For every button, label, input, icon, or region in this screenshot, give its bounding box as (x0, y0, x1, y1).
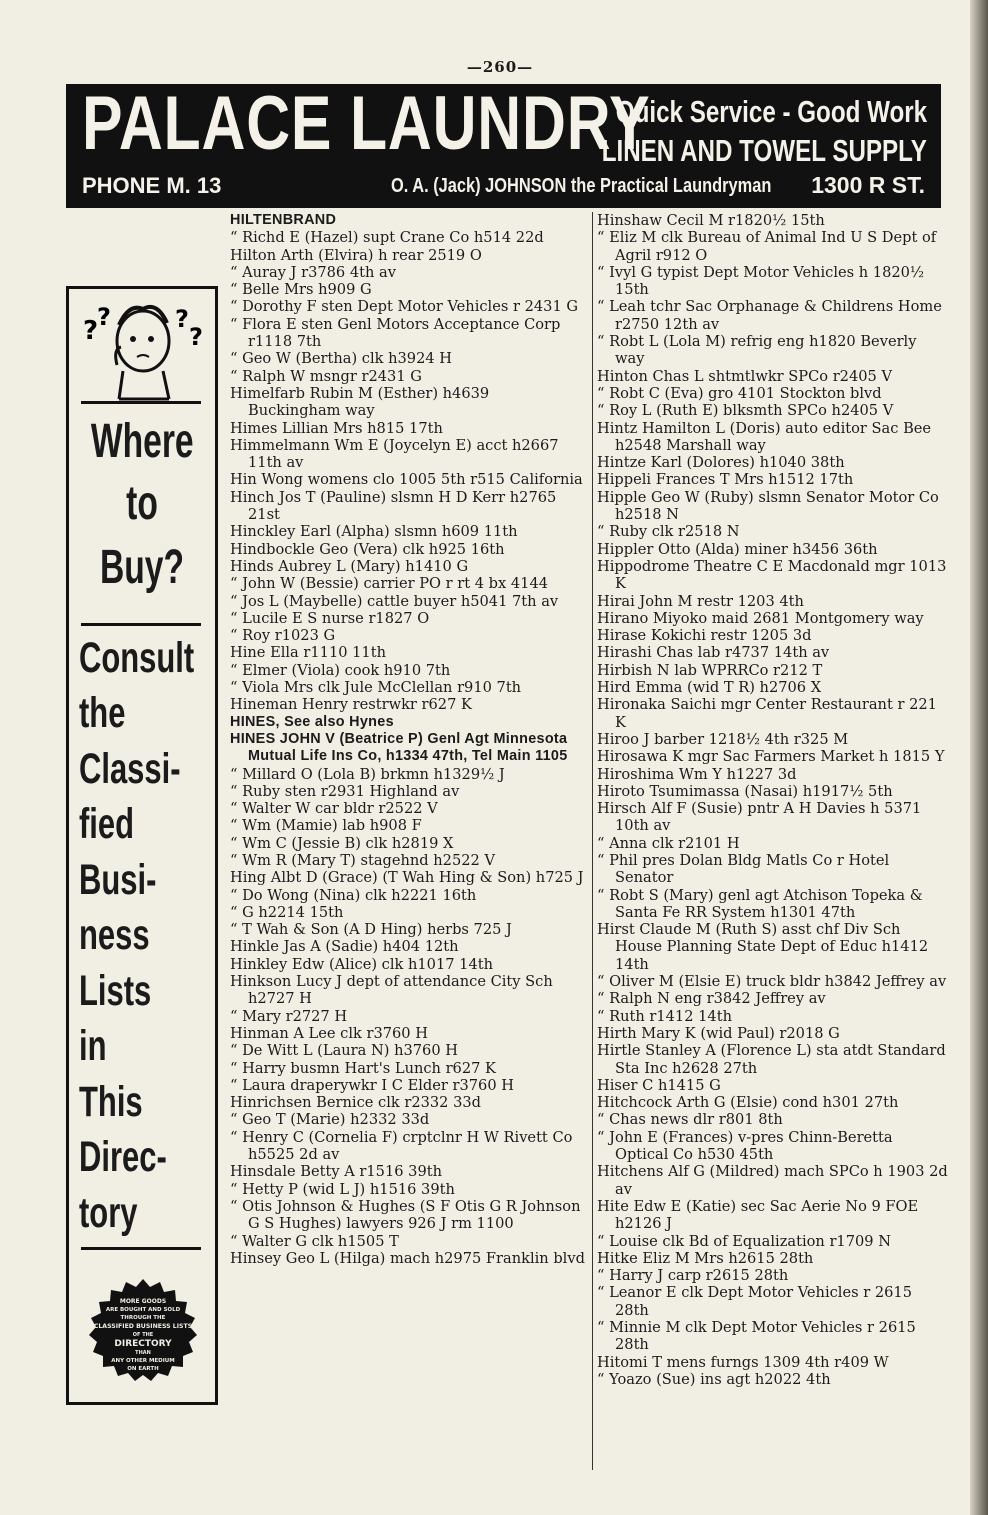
directory-entry: Hilton Arth (Elvira) h rear 2519 O (230, 246, 482, 264)
directory-entry: Hiroshima Wm Y h1227 3d (597, 765, 797, 783)
directory-entry: “ Viola Mrs clk Jule McClellan r910 7th (230, 679, 522, 697)
directory-entry: “ Robt C (Eva) gro 4101 Stockton blvd (597, 384, 882, 402)
directory-entry: Hinkley Edw (Alice) clk h1017 14th (230, 955, 493, 973)
directory-entry: Hineman Henry restrwkr r627 K (230, 696, 472, 714)
directory-entry: “ John E (Frances) v-pres Chinn-Beretta Optical Co h530 45th (597, 1128, 893, 1164)
laundry-advertisement-banner (66, 81, 941, 208)
directory-column-left (230, 212, 586, 1267)
directory-entry: HINES, See also Hynes (230, 713, 394, 730)
banner-address: 1300 R ST. (811, 172, 925, 198)
directory-entry: Hirashi Chas lab r4737 14th av (597, 644, 830, 662)
directory-entry: Hinckley Earl (Alpha) slsmn h609 11th (230, 523, 518, 541)
badge-text: DIRECTORY (114, 1339, 172, 1349)
directory-entry: Hinkle Jas A (Sadie) h404 12th (230, 938, 459, 956)
directory-entry: “ Harry busmn Hart's Lunch r627 K (230, 1059, 496, 1077)
directory-entry: “ Laura draperywkr I C Elder r3760 H (230, 1076, 514, 1094)
directory-entry: “ Leah tchr Sac Orphanage & Childrens Home r2750 12th av (597, 298, 942, 333)
directory-entry: Hinshaw Cecil M r1820½ 15th (597, 212, 825, 229)
badge-text: ARE BOUGHT AND SOLD (105, 1307, 181, 1313)
svg-text:?: ? (83, 316, 99, 346)
sidebar-line: Busi- (79, 856, 157, 904)
directory-entry: Hitchens Alf G (Mildred) mach SPCo h 1903 2d av (597, 1163, 948, 1198)
directory-entry: “ Wm (Mamie) lab h908 F (230, 817, 422, 835)
directory-entry: “ Ruth r1412 14th (597, 1007, 732, 1025)
directory-entry: Hinsey Geo L (Hilga) mach h2975 Franklin blvd (230, 1249, 585, 1267)
directory-entry: Hin Wong womens clo 1005 5th r515 California (230, 471, 583, 489)
directory-entry: “ Elmer (Viola) cook h910 7th (230, 661, 451, 679)
directory-entry: “ Ralph N eng r3842 Jeffrey av (597, 990, 826, 1008)
directory-entry: “ Ruby sten r2931 Highland av (230, 782, 460, 800)
directory-seal-badge (87, 1277, 199, 1389)
directory-entry: “ Richd E (Hazel) supt Crane Co h514 22d (230, 229, 544, 247)
directory-entry: Hirth Mary K (wid Paul) r2018 G (597, 1024, 840, 1042)
directory-entry: Hirano Miyoko maid 2681 Montgomery way (597, 609, 924, 627)
directory-entry: “ Roy r1023 G (230, 627, 336, 645)
directory-entry: Hine Ella r1110 11th (230, 644, 386, 662)
directory-entry: Hirbish N lab WPRRCo r212 T (597, 661, 823, 679)
book-spine-shadow (970, 0, 988, 1515)
sidebar-line: fied (79, 800, 135, 848)
puzzled-boy-icon (79, 295, 207, 405)
directory-entry: “ Lucile E S nurse r1827 O (230, 609, 430, 627)
directory-entry: “ T Wah & Son (A D Hing) herbs 725 J (230, 921, 512, 939)
directory-entry: Hiser C h1415 G (597, 1076, 721, 1094)
directory-entry: HILTENBRAND (230, 212, 337, 228)
directory-entry: Hitchcock Arth G (Elsie) cond h301 27th (597, 1094, 899, 1112)
svg-text:?: ? (189, 323, 203, 351)
directory-entry: Hirtle Stanley A (Florence L) sta atdt Standard Sta Inc h2628 27th (597, 1042, 946, 1077)
directory-entry: Hippler Otto (Alda) miner h3456 36th (597, 540, 878, 558)
directory-entry: Hinton Chas L shtmtlwkr SPCo r2405 V (597, 367, 892, 385)
directory-entry: Hirai John M restr 1203 4th (597, 592, 804, 610)
directory-entry: Himmelmann Wm E (Joycelyn E) acct h2667 11th av (230, 436, 559, 472)
sidebar-line: Classi- (79, 745, 181, 793)
sidebar-line: Lists (79, 967, 152, 1015)
badge-text: CLASSIFIED BUSINESS LISTS (93, 1323, 193, 1330)
directory-entry: “ Dorothy F sten Dept Motor Vehicles r 2431 G (230, 298, 579, 316)
sidebar-rule-bottom (81, 1247, 201, 1250)
directory-entry: Hinsdale Betty A r1516 39th (230, 1163, 443, 1181)
banner-phone: PHONE M. 13 (82, 173, 222, 198)
directory-entry: Hinrichsen Bernice clk r2332 33d (230, 1094, 482, 1112)
sidebar-line: tory (79, 1189, 138, 1237)
directory-entry: “ Anna clk r2101 H (597, 834, 740, 852)
page-number: —260— (466, 58, 534, 76)
directory-entry: “ Jos L (Maybelle) cattle buyer h5041 7th av (230, 592, 559, 610)
directory-entry: Hing Albt D (Grace) (T Wah Hing & Son) h725 J (230, 869, 584, 887)
sidebar-line: the (79, 689, 126, 737)
directory-entry: Himes Lillian Mrs h815 17th (230, 419, 443, 437)
banner-proprietor: O. A. (Jack) JOHNSON the Practical Laundryman (391, 175, 772, 197)
sidebar-line: ness (79, 911, 150, 959)
directory-entry: “ John W (Bessie) carrier PO r rt 4 bx 4144 (230, 575, 549, 593)
sidebar-line: This (79, 1078, 143, 1126)
directory-entry: “ Oliver M (Elsie E) truck bldr h3842 Jeffrey av (597, 973, 947, 991)
directory-entry: Hippodrome Theatre C E Macdonald mgr 1013 K (597, 557, 947, 593)
directory-entry: Hitke Eliz M Mrs h2615 28th (597, 1249, 814, 1267)
directory-entry: “ Wm R (Mary T) stagehnd h2522 V (230, 851, 495, 869)
directory-entry: “ Flora E sten Genl Motors Acceptance Corp r1118 7th (230, 315, 561, 351)
directory-entry: “ Auray J r3786 4th av (230, 263, 396, 281)
badge-text: MORE GOODS (119, 1298, 167, 1305)
directory-entry: Hintz Hamilton L (Doris) auto editor Sac Bee h2548 Marshall way (597, 419, 932, 454)
sidebar-line: in (79, 1022, 107, 1070)
directory-entry: “ Ruby clk r2518 N (597, 523, 740, 541)
directory-entry: “ Mary r2727 H (230, 1007, 348, 1025)
directory-entry: Hinds Aubrey L (Mary) h1410 G (230, 557, 469, 575)
directory-entry: Hippeli Frances T Mrs h1512 17th (597, 471, 854, 489)
directory-entry: “ Millard O (Lola B) brkmn h1329½ J (230, 765, 505, 783)
directory-entry: “ Henry C (Cornelia F) crptclnr H W Rivett Co h5525 2d av (230, 1128, 573, 1164)
directory-entry: “ Louise clk Bd of Equalization r1709 N (597, 1232, 891, 1250)
svg-text:?: ? (97, 303, 111, 331)
directory-entry: Hite Edw E (Katie) sec Sac Aerie No 9 FOE h2126 J (597, 1197, 919, 1233)
directory-entry: Hinch Jos T (Pauline) slsmn H D Kerr h2765 21st (230, 488, 557, 524)
directory-entry: HINES JOHN V (Beatrice P) Genl Agt Minnesota Mutual Life Ins Co, h1334 47th, Tel Main 1105 (230, 730, 568, 765)
directory-entry: “ Wm C (Jessie B) clk h2819 X (230, 834, 454, 852)
sidebar-where: Where (90, 415, 194, 468)
column-divider (592, 212, 593, 1470)
directory-entry: Hipple Geo W (Ruby) slsmn Senator Motor Co h2518 N (597, 488, 939, 524)
sidebar-line: Direc- (79, 1133, 167, 1181)
banner-tagline-2: LINEN AND TOWEL SUPPLY (601, 133, 927, 168)
directory-entry: Hird Emma (wid T R) h2706 X (597, 679, 822, 697)
directory-entry: “ Hetty P (wid L J) h1516 39th (230, 1180, 455, 1198)
sidebar-buy: Buy? (100, 541, 184, 594)
directory-entry: “ De Witt L (Laura N) h3760 H (230, 1042, 458, 1060)
directory-entry: Hironaka Saichi mgr Center Restaurant r 221 K (597, 696, 937, 731)
directory-entry: Hinkson Lucy J dept of attendance City Sch h2727 H (230, 973, 553, 1008)
directory-entry: Hindbockle Geo (Vera) clk h925 16th (230, 540, 505, 558)
directory-entry: “ Belle Mrs h909 G (230, 281, 372, 299)
directory-entry: Hitomi T mens furngs 1309 4th r409 W (597, 1353, 889, 1371)
directory-entry: “ Robt S (Mary) genl agt Atchison Topeka & Santa Fe RR System h1301 47th (597, 886, 923, 921)
directory-entry: “ Walter W car bldr r2522 V (230, 800, 438, 818)
directory-entry: “ Ralph W msngr r2431 G (230, 367, 422, 385)
badge-text: ANY OTHER MEDIUM (111, 1358, 175, 1364)
directory-entry: “ G h2214 15th (230, 903, 344, 921)
directory-entry: “ Phil pres Dolan Bldg Matls Co r Hotel Senator (597, 851, 890, 887)
directory-entry: “ Minnie M clk Dept Motor Vehicles r 2615 28th (597, 1319, 916, 1354)
badge-text: THAN (135, 1350, 151, 1356)
directory-entry: “ Eliz M clk Bureau of Animal Ind U S Dept of Agril r912 O (597, 229, 937, 264)
sidebar-rule-middle (81, 623, 201, 626)
directory-entry: “ Robt L (Lola M) refrig eng h1820 Beverly way (597, 333, 917, 368)
directory-entry: “ Harry J carp r2615 28th (597, 1267, 789, 1285)
badge-text: OF THE (132, 1332, 154, 1338)
banner-title: PALACE LAUNDRY (82, 81, 651, 166)
directory-entry: Hiroo J barber 1218½ 4th r325 M (597, 730, 849, 748)
sidebar-line: Consult (79, 634, 195, 682)
where-to-buy-sidebar-ad (66, 286, 218, 1405)
directory-entry: Hiroto Tsumimassa (Nasai) h1917½ 5th (597, 782, 893, 800)
directory-entry: Hinman A Lee clk r3760 H (230, 1024, 428, 1042)
directory-entry: Hirst Claude M (Ruth S) asst chf Div Sch House Planning State Dept of Educ h1412 14th (597, 921, 929, 973)
directory-entry: “ Ivyl G typist Dept Motor Vehicles h 1820½ 15th (597, 263, 925, 299)
directory-entry: “ Roy L (Ruth E) blksmth SPCo h2405 V (597, 402, 894, 420)
directory-entry: Hirsch Alf F (Susie) pntr A H Davies h 5371 10th av (597, 800, 922, 835)
directory-entry: “ Chas news dlr r801 8th (597, 1111, 783, 1129)
directory-entry: “ Leanor E clk Dept Motor Vehicles r 2615 28th (597, 1284, 912, 1319)
banner-tagline-1: Quick Service - Good Work (615, 94, 927, 129)
directory-entry: “ Geo T (Marie) h2332 33d (230, 1111, 430, 1129)
sidebar-to: to (126, 477, 158, 530)
directory-entry: “ Otis Johnson & Hughes (S F Otis G R Johnson G S Hughes) lawyers 926 J rm 1100 (230, 1197, 581, 1233)
badge-text: ON EARTH (127, 1366, 159, 1372)
directory-column-right (597, 212, 949, 1388)
directory-entry: Hirosawa K mgr Sac Farmers Market h 1815 Y (597, 748, 945, 766)
directory-entry: “ Geo W (Bertha) clk h3924 H (230, 350, 453, 368)
directory-entry: “ Do Wong (Nina) clk h2221 16th (230, 886, 477, 904)
svg-text:?: ? (175, 305, 189, 333)
sidebar-rule-top (81, 401, 201, 404)
directory-entry: Hintze Karl (Dolores) h1040 38th (597, 454, 845, 472)
directory-entry: “ Walter G clk h1505 T (230, 1232, 399, 1250)
directory-entry: Himelfarb Rubin M (Esther) h4639 Buckingham way (230, 384, 490, 420)
directory-entry: Hirase Kokichi restr 1205 3d (597, 627, 812, 645)
badge-text: THROUGH THE (120, 1315, 166, 1321)
directory-entry: “ Yoazo (Sue) ins agt h2022 4th (597, 1370, 831, 1388)
